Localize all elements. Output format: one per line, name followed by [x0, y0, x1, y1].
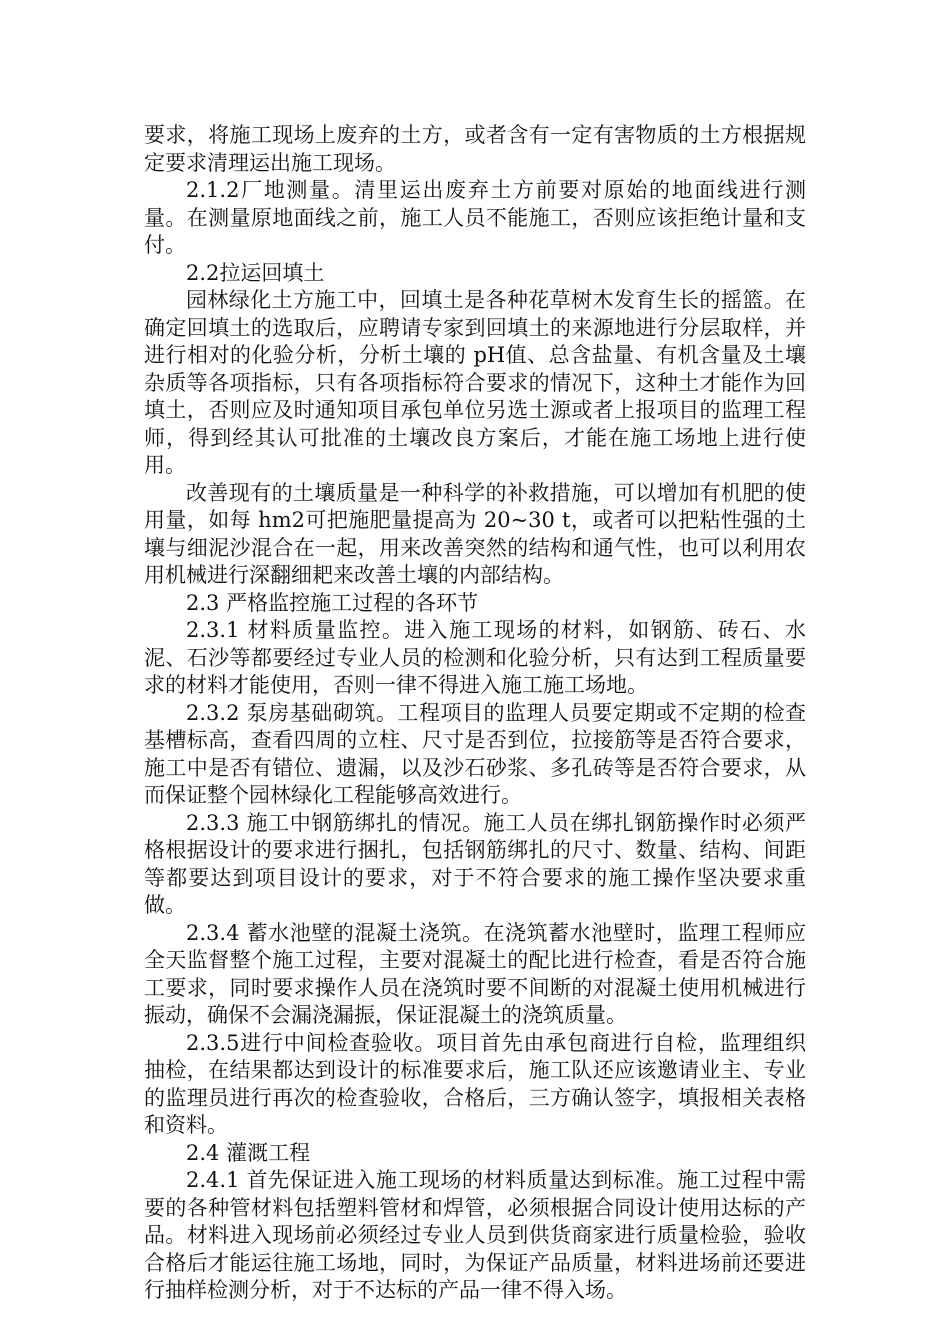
paragraph-2-4-1: 2.4.1 首先保证进入施工现场的材料质量达到标准。施工过程中需要的各种管材料包括塑料管材和焊管，必须根据合同设计使用达标的产品。材料进入现场前必须经过专业人员到供货商家进行质量检验，验收合格后才能运往施工场地，同时，为保证产品质量，材料进场前还要进行抽样检测分析，对于不达标的产品一律不得入场。: [144, 1168, 806, 1302]
paragraph-2-3-1: 2.3.1 材料质量监控。进入施工现场的材料，如钢筋、砖石、水泥、石沙等都要经过专业人员的检测和化验分析，只有达到工程质量要求的材料才能使用，否则一律不得进入施工施工场地。: [144, 618, 806, 697]
paragraph-2-1-2: 2.1.2厂地测量。清里运出废弃土方前要对原始的地面线进行测量。在测量原地面线之前，施工人员不能施工，否则应该拒绝计量和支付。: [144, 178, 806, 257]
paragraph-2-3-3: 2.3.3 施工中钢筋绑扎的情况。施工人员在绑扎钢筋操作时必须严格根据设计的要求进行捆扎，包括钢筋绑扎的尺寸、数量、结构、间距等都要达到项目设计的要求，对于不符合要求的施工操作坚决要求重做。: [144, 810, 806, 917]
paragraph-2-3-4: 2.3.4 蓄水池壁的混凝土浇筑。在浇筑蓄水池壁时，监理工程师应全天监督整个施工过程，主要对混凝土的配比进行检查，看是否符合施工要求，同时要求操作人员在浇筑时要不间断的对混凝土使用机械进行振动，确保不会漏浇漏振，保证混凝土的浇筑质量。: [144, 920, 806, 1027]
heading-2-4: 2.4 灌溉工程: [186, 1140, 311, 1165]
heading-2-2: 2.2拉运回填土: [186, 260, 325, 285]
paragraph-2-3-5: 2.3.5进行中间检查验收。项目首先由承包商进行自检，监理组织抽检，在结果都达到设计的标准要求后，施工队还应该邀请业主、专业的监理员进行再次的检查验收，合格后，三方确认签字，填报相关表格和资料。: [144, 1030, 806, 1137]
paragraph-2-3-2: 2.3.2 泵房基础砌筑。工程项目的监理人员要定期或不定期的检查基槽标高，查看四周的立柱、尺寸是否到位，拉接筋等是否符合要求，施工中是否有错位、遗漏，以及沙石砂浆、多孔砖等是否符合要求，从而保证整个园林绿化工程能够高效进行。: [144, 700, 806, 807]
paragraph-continuation: 要求，将施工现场上废弃的土方，或者含有一定有害物质的土方根据规定要求清理运出施工现场。: [144, 123, 806, 175]
paragraph-backfill-soil: 园林绿化土方施工中，回填土是各种花草树木发育生长的摇篮。在确定回填土的选取后，应聘请专家到回填土的来源地进行分层取样，并进行相对的化验分析，分析土壤的 pH值、总含盐量、有机含量及土壤杂质等各项指标，只有各项指标符合要求的情况下，这种土才能作为回填土，否则应及时通知项目承包单位另选土源或者上报项目的监理工程师，得到经其认可批准的土壤改良方案后，才能在施工场地上进行使用。: [144, 288, 806, 477]
document-page: [144, 122, 806, 1305]
heading-2-3: 2.3 严格监控施工过程的各环节: [186, 590, 479, 615]
paragraph-soil-improvement: 改善现有的土壤质量是一种科学的补救措施，可以增加有机肥的使用量，如每 hm2可把施肥量提高为 20~30 t，或者可以把粘性强的土壤与细泥沙混合在一起，用来改善突然的结构和通气性，也可以利用农用机械进行深翻细耙来改善土壤的内部结构。: [144, 480, 806, 587]
